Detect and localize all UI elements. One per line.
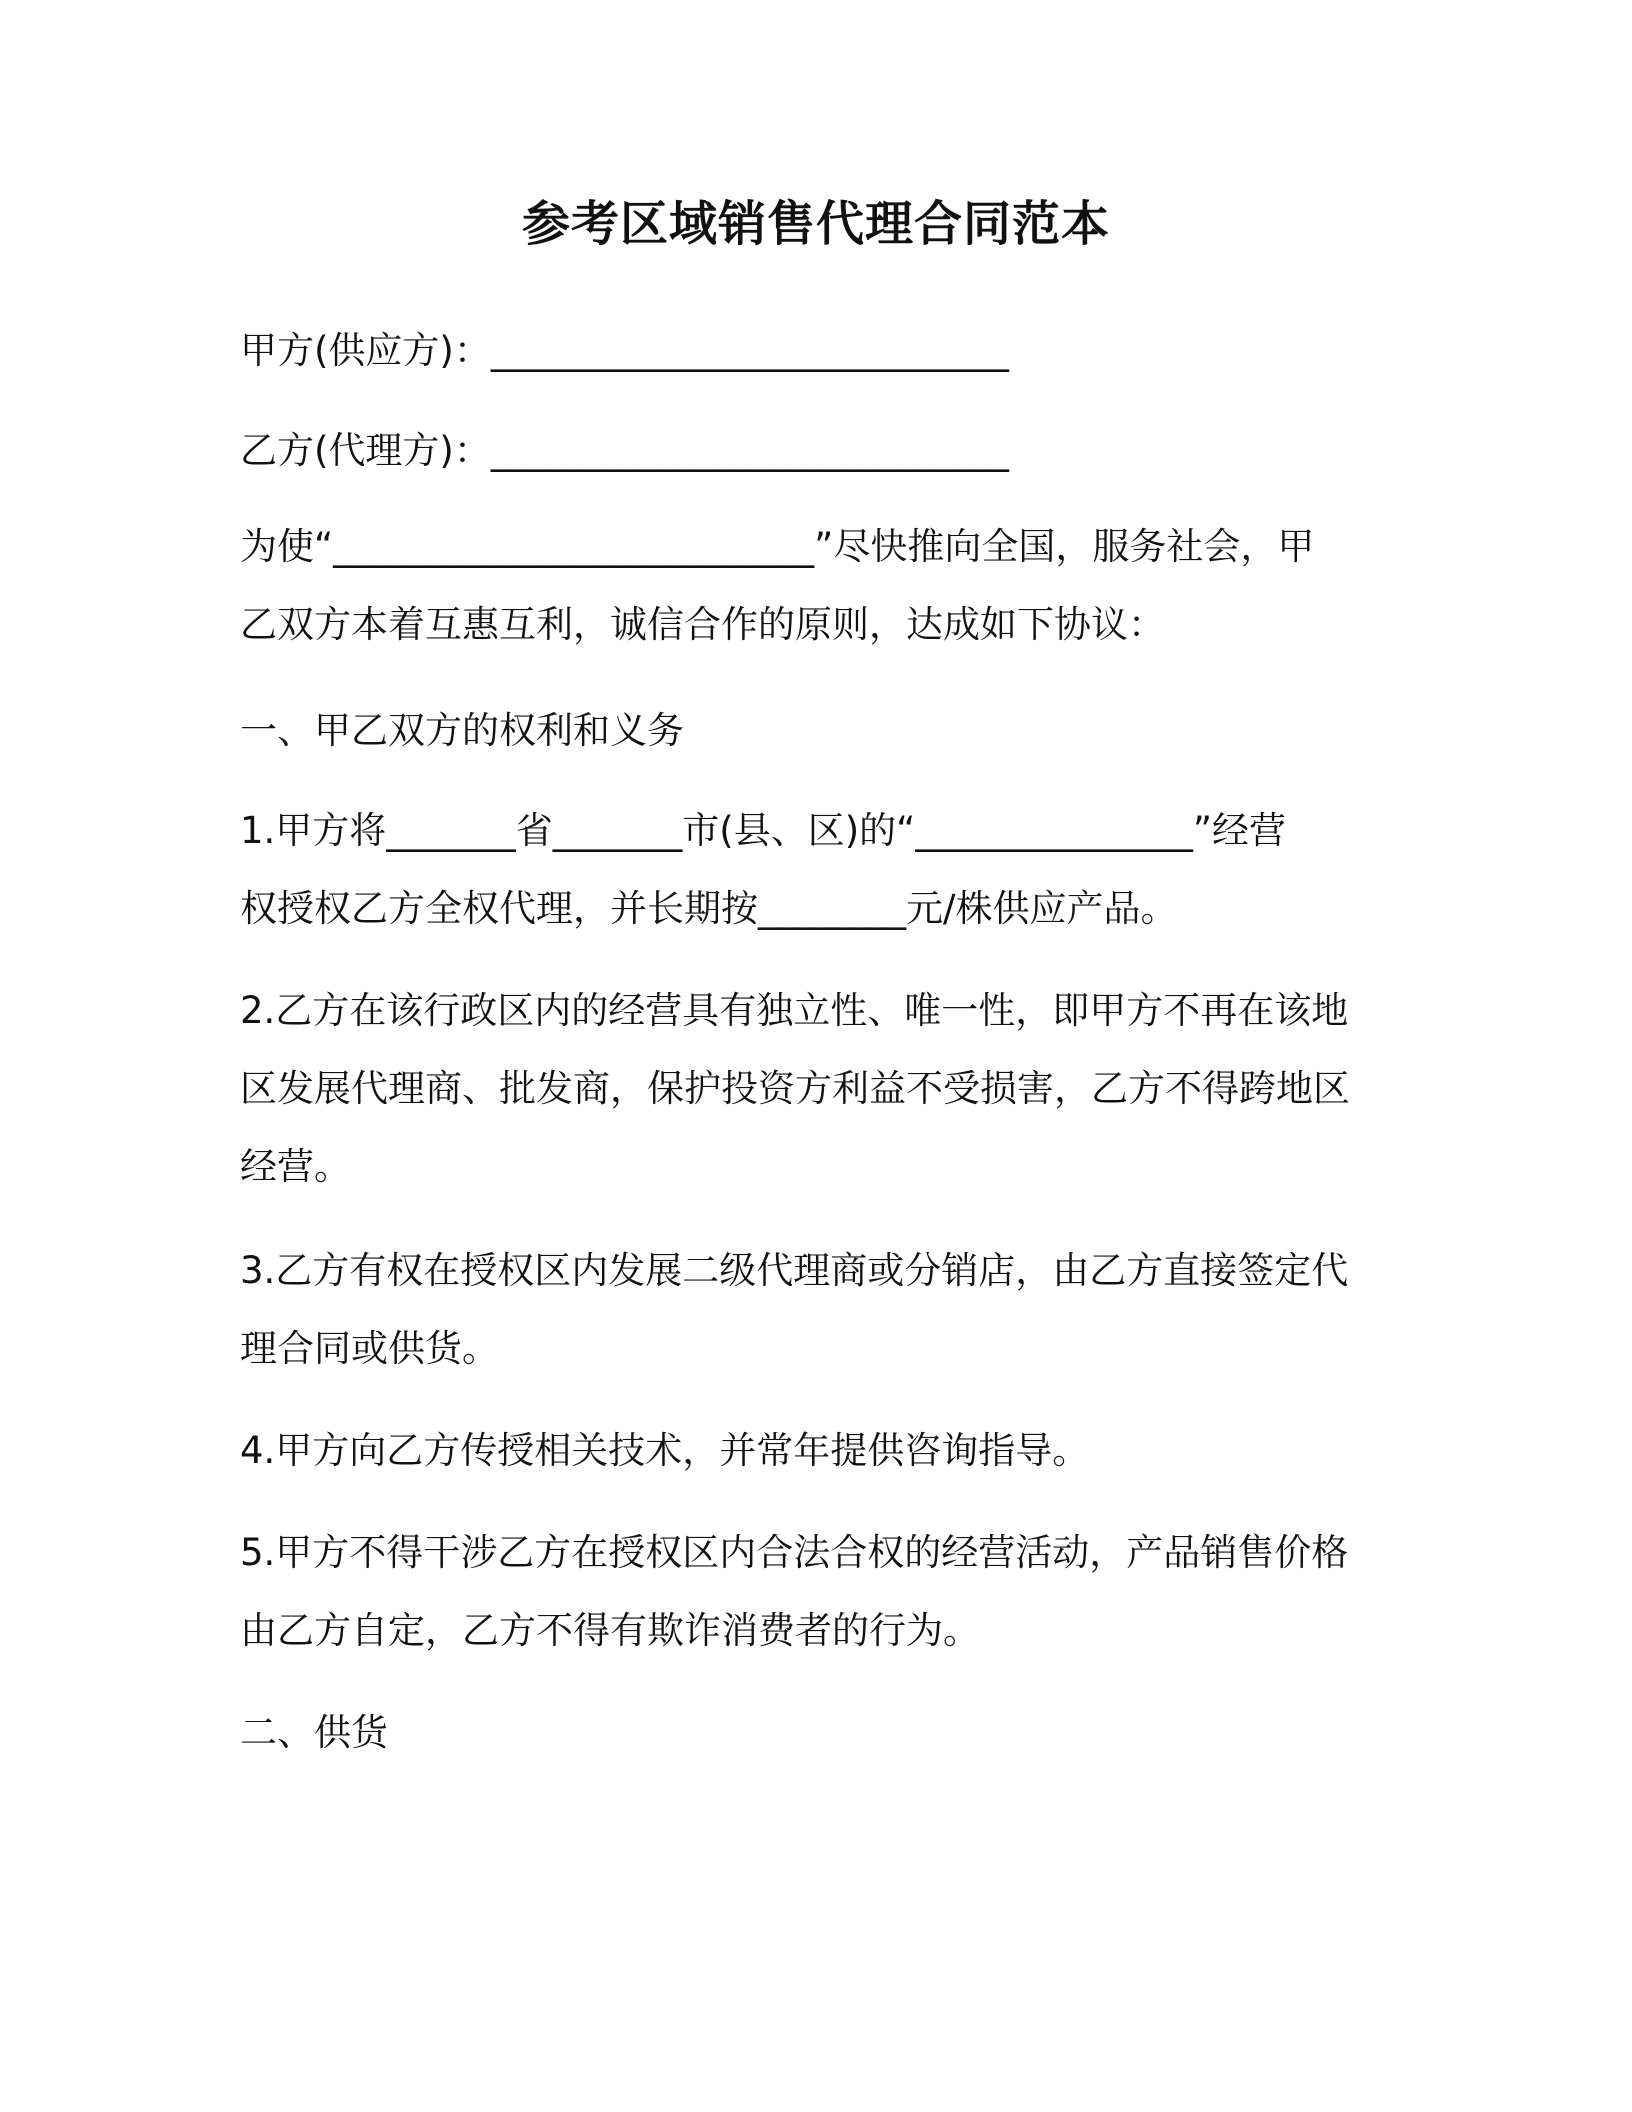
party-b-line [240, 412, 1370, 490]
clause-1-line: 权授权乙方全权代理，并长期按________元/株供应产品。 [240, 887, 1178, 930]
clause-2-line: 2.乙方在该行政区内的经营具有独立性、唯一性，即甲方不再在该地 [240, 989, 1349, 1032]
party-a-text: 甲方(供应方)：____________________________ [240, 329, 1009, 372]
section-1-heading [240, 692, 1370, 770]
clause-1-line: 1.甲方将_______省_______市(县、区)的“_______________”经营 [240, 809, 1287, 852]
clause-1 [240, 792, 1370, 948]
clause-2-line: 经营。 [240, 1145, 351, 1188]
clause-2-line: 区发展代理商、批发商，保护投资方利益不受损害，乙方不得跨地区 [240, 1067, 1350, 1110]
preamble-line: 乙双方本着互惠互利，诚信合作的原则，达成如下协议： [240, 603, 1165, 646]
party-b-text: 乙方(代理方)：____________________________ [240, 429, 1009, 472]
party-a-line [240, 312, 1370, 390]
preamble-line: 为使“__________________________”尽快推向全国，服务社会，甲 [240, 525, 1315, 568]
section-2-heading-text: 二、供货 [240, 1711, 388, 1754]
clause-5-line: 由乙方自定，乙方不得有欺诈消费者的行为。 [240, 1609, 980, 1652]
clause-3-line: 3.乙方有权在授权区内发展二级代理商或分销店，由乙方直接签定代 [240, 1249, 1349, 1292]
clause-2 [240, 972, 1370, 1206]
clause-3 [240, 1232, 1370, 1388]
section-1-heading-text: 一、甲乙双方的权利和义务 [240, 709, 684, 752]
section-2-heading [240, 1694, 1370, 1772]
clause-5-line: 5.甲方不得干涉乙方在授权区内合法合权的经营活动，产品销售价格 [240, 1531, 1349, 1574]
clause-4-line: 4.甲方向乙方传授相关技术，并常年提供咨询指导。 [240, 1429, 1090, 1472]
preamble-paragraph [240, 508, 1370, 664]
clause-3-line: 理合同或供货。 [240, 1327, 499, 1370]
clause-4 [240, 1412, 1370, 1490]
clause-5 [240, 1514, 1370, 1670]
document-title: 参考区域销售代理合同范本 [521, 196, 1110, 252]
